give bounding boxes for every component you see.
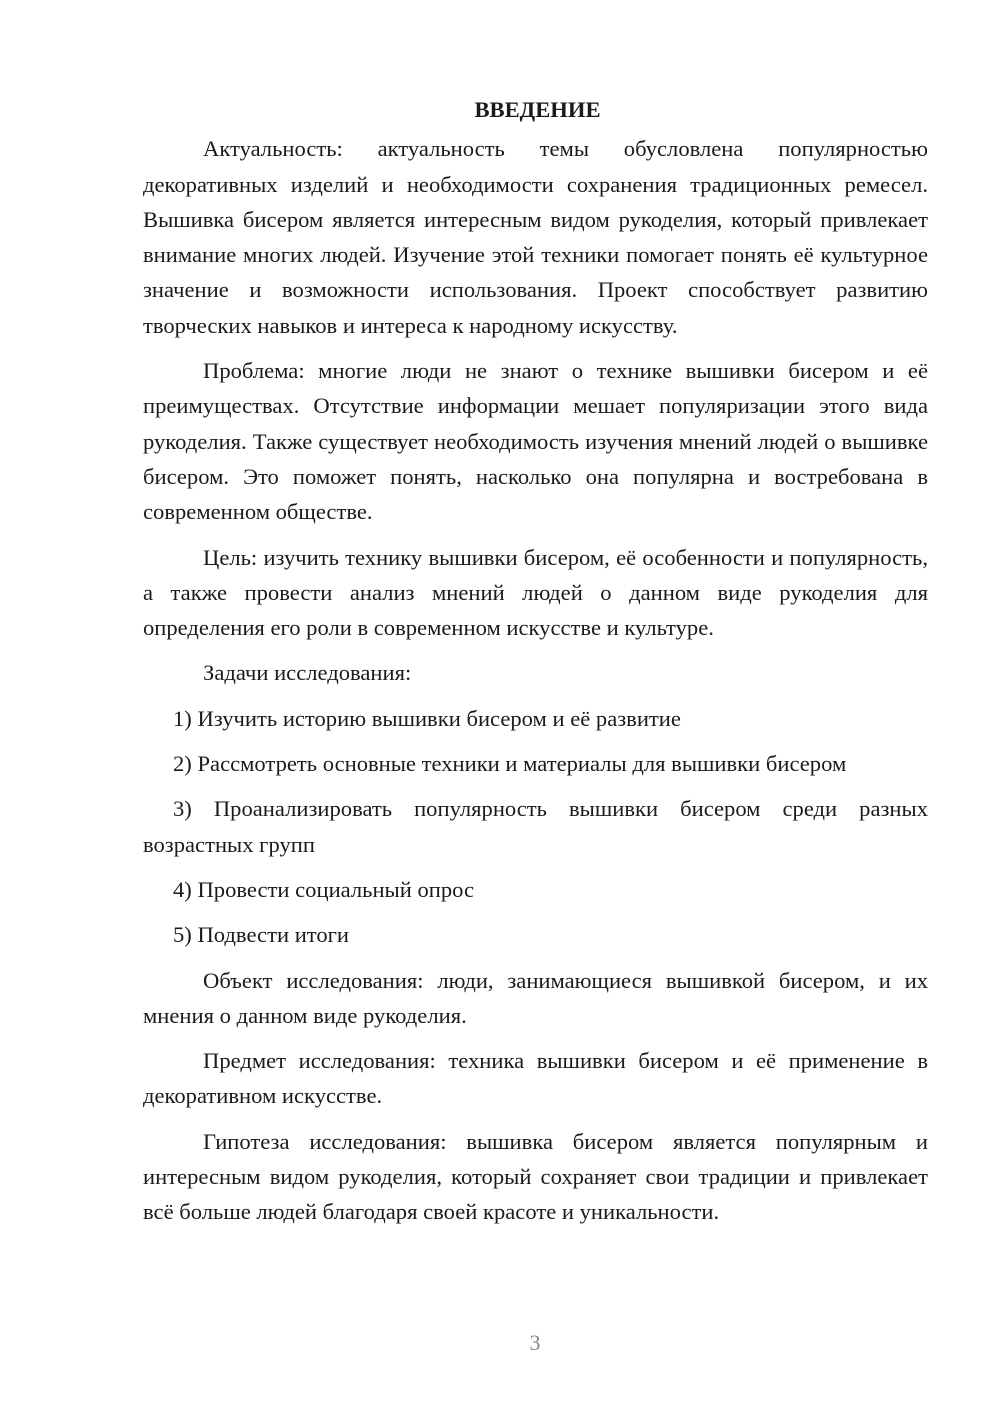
list-item: 3) Проанализировать популярность вышивки бисером среди разных возрастных групп bbox=[143, 796, 928, 857]
section-title: ВВЕДЕНИЕ bbox=[474, 97, 601, 122]
list-item: 1) Изучить историю вышивки бисером и её развитие bbox=[173, 705, 681, 731]
hypothesis-paragraph: Гипотеза исследования: вышивка бисером является популярным и интересным видом рукоделия, который сохраняет свои традиции и привлекает всё больше людей благодаря своей красоте и уникальности. bbox=[143, 1128, 928, 1225]
object-paragraph: Объект исследования: люди, занимающиеся вышивкой бисером, и их мнения о данном виде рукоделия. bbox=[143, 967, 928, 1028]
goal-paragraph: Цель: изучить технику вышивки бисером, её особенности и популярность, а также провести анализ мнений людей о данном виде рукоделия для определения его роли в современном искусстве и культуре. bbox=[143, 544, 928, 641]
list-item: 5) Подвести итоги bbox=[173, 922, 350, 948]
tasks-list bbox=[143, 701, 928, 953]
relevance-paragraph: Актуальность: актуальность темы обусловлена популярностью декоративных изделий и необходимости сохранения традиционных ремесел. Вышивка бисером является интересным видом рукоделия, который привлекает внимание многих людей. Изучение этой техники помогает понять её культурное значение и возможности использования. Проект способствует развитию творческих навыков и интереса к народному искусству. bbox=[143, 136, 928, 338]
page-number: 3 bbox=[529, 1330, 541, 1355]
tasks-heading: Задачи исследования: bbox=[203, 660, 412, 686]
document-page bbox=[143, 92, 928, 1240]
subject-paragraph: Предмет исследования: техника вышивки бисером и её применение в декоративном искусстве. bbox=[143, 1048, 928, 1109]
list-item: 2) Рассмотреть основные техники и материалы для вышивки бисером bbox=[173, 751, 847, 777]
list-item: 4) Провести социальный опрос bbox=[173, 876, 475, 902]
problem-paragraph: Проблема: многие люди не знают о технике вышивки бисером и её преимуществах. Отсутствие информации мешает популяризации этого вида рукоделия. Также существует необходимость изучения мнений людей о вышивке бисером. Это поможет понять, насколько она популярна и востребована в современном обществе. bbox=[143, 358, 928, 525]
